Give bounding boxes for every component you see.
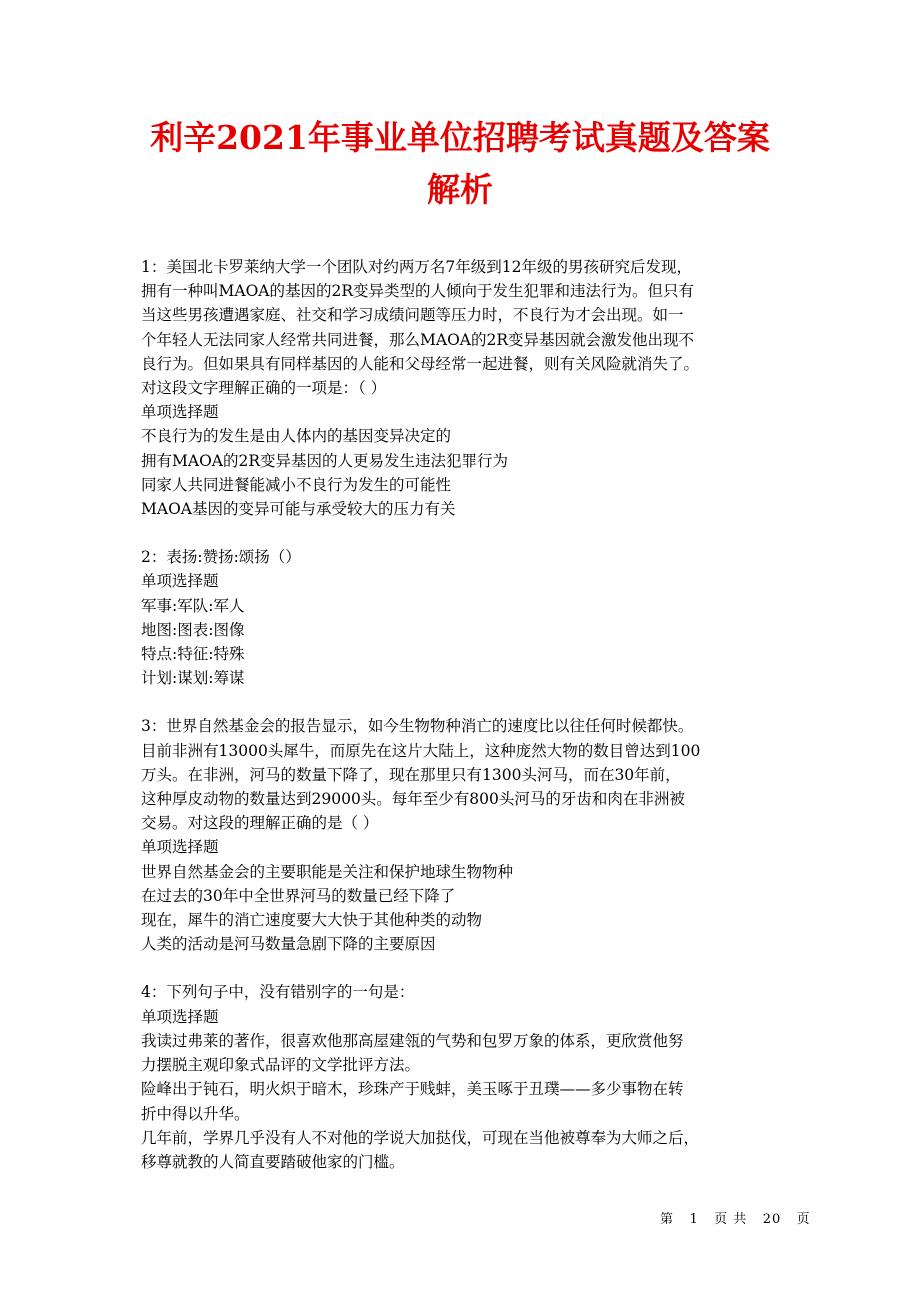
title-line-1: 利辛2021年事业单位招聘考试真题及答案: [150, 118, 770, 157]
answer-option: 地图:图表:图像: [141, 620, 245, 639]
question-stem-line: 4：下列句子中，没有错别字的一句是：: [141, 983, 415, 1002]
total-pages-number: 20: [762, 1212, 782, 1227]
question-stem-line: 3：世界自然基金会的报告显示，如今生物物种消亡的速度比以往任何时候都快。: [141, 717, 694, 736]
question-stem-line: 1：美国北卡罗莱纳大学一个团队对约两万名7年级到12年级的男孩研究后发现，: [141, 258, 692, 276]
question-type: 单项选择题: [141, 838, 219, 857]
answer-option: 险峰出于钝石，明火炽于暗木，珍珠产于贱蚌，美玉啄于丑璞——多少事物在转 折中得以升华。: [141, 1080, 684, 1123]
document-title: [100, 112, 820, 216]
footer-label-middle: 页 共: [714, 1212, 748, 1227]
footer-label-suffix: 页: [796, 1212, 811, 1227]
answer-option: MAOA基因的变异可能与承受较大的压力有关: [141, 500, 456, 519]
question-stem-line: 对这段文字理解正确的一项是：（ ）: [141, 379, 387, 398]
question-stem-line: 2：表扬:赞扬:颂扬（）: [141, 548, 301, 567]
answer-option: 在过去的30年中全世界河马的数量已经下降了: [141, 886, 456, 905]
question-stem-line: 个年轻人无法同家人经常共同进餐，那么MAOA的2R变异基因就会激发他出现不: [141, 330, 694, 349]
question-list: [141, 255, 791, 1198]
current-page-number: 1: [689, 1212, 699, 1227]
question-type: 单项选择题: [141, 403, 219, 422]
question-stem-line: 目前非洲有13000头犀牛，而原先在这片大陆上，这种庞然大物的数目曾达到100: [141, 741, 701, 760]
question-stem-line: 当这些男孩遭遇家庭、社交和学习成绩问题等压力时，不良行为才会出现。如一: [141, 306, 684, 325]
answer-option: 特点:特征:特殊: [141, 645, 245, 664]
question-stem-line: 拥有一种叫MAOA的基因的2R变异类型的人倾向于发生犯罪和违法行为。但只有: [141, 282, 694, 301]
question-type: 单项选择题: [141, 1007, 219, 1026]
answer-option: 同家人共同进餐能减小不良行为发生的可能性: [141, 475, 452, 494]
question-stem-line: 万头。在非洲，河马的数量下降了，现在那里只有1300头河马，而在30年前，: [141, 765, 681, 784]
answer-option: 不良行为的发生是由人体内的基因变异决定的: [141, 427, 452, 446]
question-block: [141, 545, 791, 690]
page-footer: [660, 1208, 811, 1227]
answer-option: 世界自然基金会的主要职能是关注和保护地球生物物种: [141, 862, 514, 881]
footer-label-prefix: 第: [660, 1212, 675, 1227]
title-line-2: 解析: [427, 170, 493, 209]
question-block: [141, 714, 791, 956]
answer-option: 现在，犀牛的消亡速度要大大快于其他种类的动物: [141, 911, 483, 930]
question-stem-line: 良行为。但如果具有同样基因的人能和父母经常一起进餐，则有关风险就消失了。: [141, 354, 700, 373]
question-block: [141, 255, 791, 521]
answer-option: 人类的活动是河马数量急剧下降的主要原因: [141, 935, 436, 954]
question-stem-line: 这种厚皮动物的数量达到29000头。每年至少有800头河马的牙齿和肉在非洲被: [141, 790, 685, 809]
answer-option: 我读过弗莱的著作，很喜欢他那高屋建瓴的气势和包罗万象的体系，更欣赏他努 力摆脱主观印象式品评的文学批评方法。: [141, 1031, 684, 1075]
question-stem-line: 交易。对这段的理解正确的是（ ）: [141, 814, 379, 833]
answer-option: 计划:谋划:筹谋: [141, 669, 245, 688]
question-type: 单项选择题: [141, 572, 219, 591]
answer-option: 军事:军队:军人: [141, 596, 245, 615]
answer-option: 拥有MAOA的2R变异基因的人更易发生违法犯罪行为: [141, 451, 508, 470]
question-block: [141, 980, 791, 1174]
answer-option: 几年前，学界几乎没有人不对他的学说大加挞伐，可现在当他被尊奉为大师之后， 移尊就教的人简直要踏破他家的门槛。: [141, 1128, 700, 1171]
